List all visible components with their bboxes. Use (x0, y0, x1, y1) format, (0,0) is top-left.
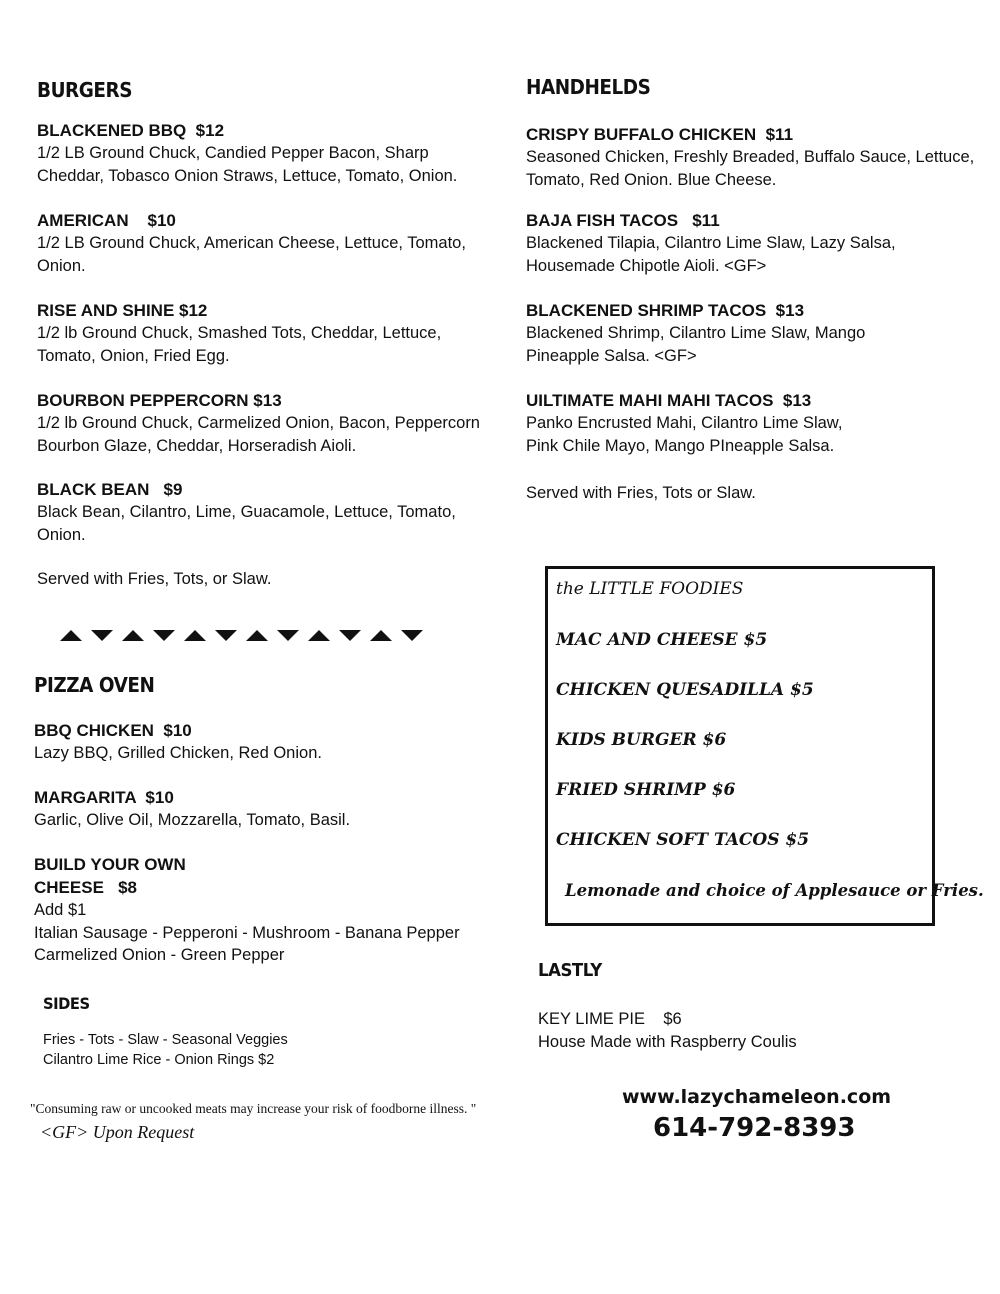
menu-item (37, 209, 497, 277)
item-name: BLACK BEAN $9 (37, 480, 183, 499)
sides-list (43, 1031, 288, 1070)
handhelds-heading: HANDHELDS (526, 75, 651, 99)
menu-item (526, 123, 986, 191)
triangle-up-icon (308, 630, 330, 641)
kids-menu-box (545, 566, 984, 926)
item-description: 1/2 lb Ground Chuck, Carmelized Onion, Bacon, Peppercorn Bourbon Glaze, Cheddar, Horseradish Aioli. (37, 414, 480, 455)
item-description: 1/2 lb Ground Chuck, Smashed Tots, Cheddar, Lettuce, Tomato, Onion, Fried Egg. (37, 324, 442, 365)
menu-item (34, 786, 494, 832)
menu-item (538, 1008, 998, 1053)
triangle-up-icon (370, 630, 392, 641)
menu-item (34, 719, 494, 765)
item-description: Black Bean, Cilantro, Lime, Guacamole, Lettuce, Tomato, Onion. (37, 503, 456, 544)
item-name: RISE AND SHINE $12 (37, 301, 208, 320)
triangle-up-icon (184, 630, 206, 641)
item-name: BOURBON PEPPERCORN $13 (37, 391, 282, 410)
kids-menu-item: CHICKEN QUESADILLA $5 (556, 680, 814, 700)
item-description: Pink Chile Mayo, Mango PIneapple Salsa. (526, 436, 835, 455)
kids-menu-footer: Lemonade and choice of Applesauce or Fries. (565, 881, 984, 900)
triangle-up-icon (246, 630, 268, 641)
item-name: BLACKENED BBQ $12 (37, 121, 225, 140)
triangle-down-icon (215, 630, 237, 641)
burgers-heading: BURGERS (37, 78, 133, 102)
sides-heading: SIDES (43, 994, 90, 1013)
triangle-up-icon (122, 630, 144, 641)
item-description: Blackened Tilapia, Cilantro Lime Slaw, Lazy Salsa, Housemade Chipotle Aioli. <GF> (526, 234, 896, 275)
item-description: Lazy BBQ, Grilled Chicken, Red Onion. (34, 744, 322, 762)
triangle-divider (60, 630, 423, 641)
sides-line: Fries - Tots - Slaw - Seasonal Veggies (43, 1032, 288, 1048)
burgers-served-with: Served with Fries, Tots, or Slaw. (37, 570, 272, 588)
menu-item (37, 299, 497, 367)
kids-menu-item: MAC AND CHEESE $5 (556, 630, 768, 650)
kids-menu-item: KIDS BURGER $6 (556, 730, 727, 750)
item-name: KEY LIME PIE $6 (538, 1010, 682, 1028)
menu-item (37, 389, 497, 457)
triangle-down-icon (339, 630, 361, 641)
handhelds-served-with: Served with Fries, Tots or Slaw. (526, 484, 756, 502)
triangle-up-icon (60, 630, 82, 641)
phone-number[interactable]: 614-792-8393 (653, 1113, 856, 1143)
pizza-heading: PIZZA OVEN (34, 673, 155, 697)
item-toppings: Italian Sausage - Pepperoni - Mushroom - Banana Pepper (34, 923, 460, 942)
menu-item (526, 209, 986, 277)
item-name: MARGARITA $10 (34, 788, 174, 807)
menu-item-build-your-own (34, 853, 494, 967)
kids-menu-title: the LITTLE FOODIES (556, 579, 744, 599)
gf-note: <GF> Upon Request (40, 1122, 195, 1142)
item-description: Panko Encrusted Mahi, Cilantro Lime Slaw, (526, 414, 843, 432)
item-name: AMERICAN $10 (37, 211, 176, 230)
menu-item (37, 119, 497, 187)
website-link[interactable]: www.lazychameleon.com (622, 1086, 892, 1108)
foodborne-disclaimer: "Consuming raw or uncooked meats may increase your risk of foodborne illness. " (30, 1101, 477, 1116)
triangle-down-icon (91, 630, 113, 641)
item-description: 1/2 LB Ground Chuck, American Cheese, Lettuce, Tomato, Onion. (37, 234, 466, 275)
item-toppings: Carmelized Onion - Green Pepper (34, 946, 285, 964)
item-description: House Made with Raspberry Coulis (538, 1032, 797, 1051)
kids-menu-item: FRIED SHRIMP $6 (556, 780, 736, 800)
item-description: Blackened Shrimp, Cilantro Lime Slaw, Mango Pineapple Salsa. <GF> (526, 324, 866, 365)
kids-menu-item: CHICKEN SOFT TACOS $5 (556, 830, 810, 850)
triangle-down-icon (153, 630, 175, 641)
item-description: 1/2 LB Ground Chuck, Candied Pepper Bacon, Sharp Cheddar, Tobasco Onion Straws, Lettuce, Tomato, Onion. (37, 144, 458, 185)
item-description: Garlic, Olive Oil, Mozzarella, Tomato, Basil. (34, 811, 351, 829)
menu-item (526, 389, 986, 457)
item-name: CRISPY BUFFALO CHICKEN $11 (526, 125, 794, 144)
item-name: BAJA FISH TACOS $11 (526, 211, 720, 230)
item-name: CHEESE $8 (34, 878, 137, 897)
menu-item (37, 478, 497, 546)
menu-item (526, 299, 986, 367)
sides-line: Cilantro Lime Rice - Onion Rings $2 (43, 1051, 275, 1068)
item-description: Seasoned Chicken, Freshly Breaded, Buffalo Sauce, Lettuce, Tomato, Red Onion. Blue Cheese. (526, 148, 975, 189)
item-add-price: Add $1 (34, 901, 87, 919)
lastly-heading: LASTLY (538, 960, 602, 981)
triangle-down-icon (277, 630, 299, 641)
item-name: BLACKENED SHRIMP TACOS $13 (526, 301, 805, 320)
item-name: BUILD YOUR OWN (34, 855, 186, 874)
item-name: BBQ CHICKEN $10 (34, 721, 192, 740)
triangle-down-icon (401, 630, 423, 641)
item-name: UILTIMATE MAHI MAHI TACOS $13 (526, 391, 812, 410)
